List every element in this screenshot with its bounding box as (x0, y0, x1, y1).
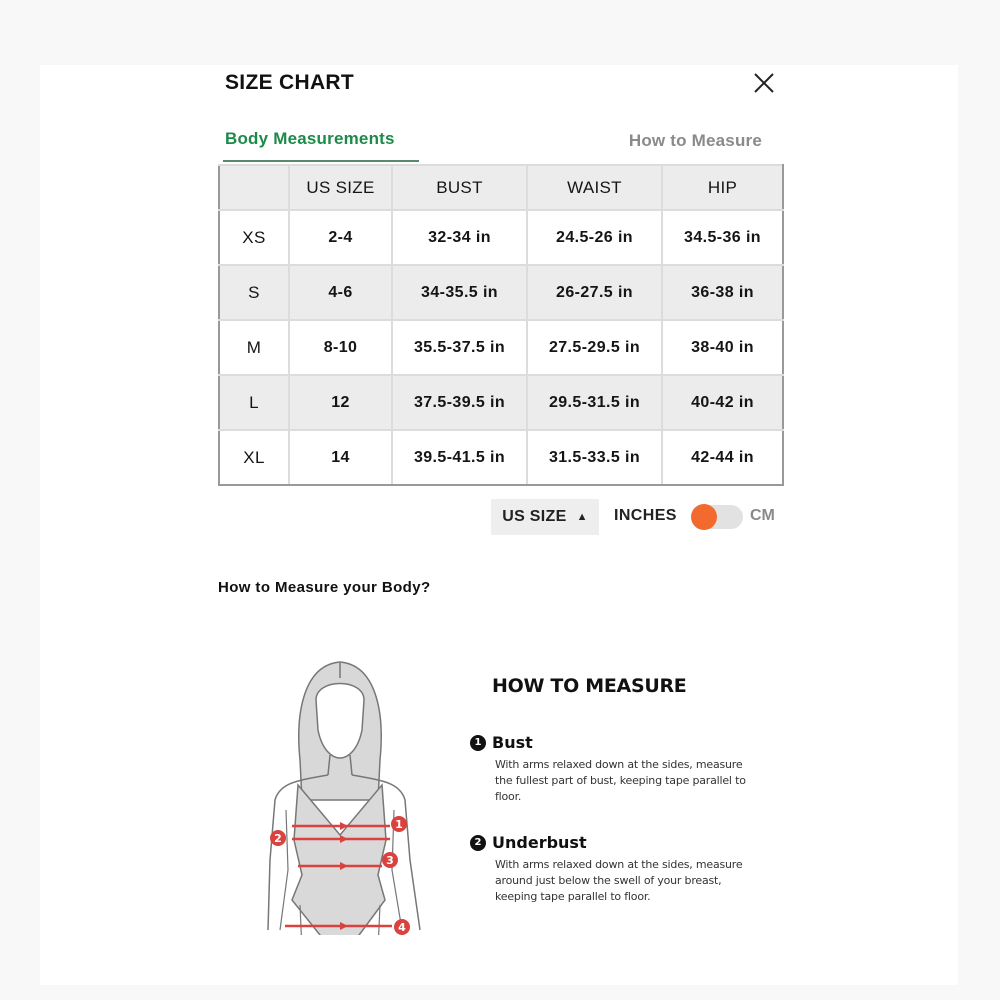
cell-size: L (219, 375, 289, 430)
size-table (218, 164, 784, 486)
size-system-label: US SIZE (502, 508, 567, 525)
header-waist: WAIST (527, 165, 662, 210)
measure-guide (470, 675, 760, 952)
cell-us-size: 14 (289, 430, 392, 485)
cell-bust: 39.5-41.5 in (392, 430, 527, 485)
cell-size: XS (219, 210, 289, 265)
tab-how-to-measure[interactable]: How to Measure (628, 131, 762, 150)
step-title: Bust (492, 733, 533, 752)
step-underbust (470, 833, 760, 905)
cell-us-size: 2-4 (289, 210, 392, 265)
cell-us-size: 8-10 (289, 320, 392, 375)
inches-label: INCHES (614, 507, 677, 524)
size-chart-modal (40, 65, 958, 985)
measure-section-heading: How to Measure your Body? (218, 579, 431, 596)
close-button[interactable] (752, 71, 776, 95)
step-title: Underbust (492, 833, 587, 852)
number-1-icon: 1 (470, 735, 486, 751)
cm-label: CM (750, 507, 775, 524)
table-row (219, 210, 783, 265)
table-row (219, 430, 783, 485)
marker-2: 2 (274, 832, 282, 845)
tab-body-measurements[interactable]: Body Measurements (225, 129, 395, 148)
cell-hip: 40-42 in (662, 375, 783, 430)
unit-toggle[interactable] (691, 505, 743, 529)
cell-size: S (219, 265, 289, 320)
cell-hip: 38-40 in (662, 320, 783, 375)
cell-waist: 27.5-29.5 in (527, 320, 662, 375)
cell-size: M (219, 320, 289, 375)
cell-hip: 42-44 in (662, 430, 783, 485)
table-header-row (219, 165, 783, 210)
cell-bust: 34-35.5 in (392, 265, 527, 320)
cell-hip: 34.5-36 in (662, 210, 783, 265)
modal-title: SIZE CHART (225, 71, 354, 94)
content-clip (40, 935, 958, 985)
cell-bust: 35.5-37.5 in (392, 320, 527, 375)
close-icon (752, 71, 776, 95)
cell-waist: 26-27.5 in (527, 265, 662, 320)
cell-waist: 24.5-26 in (527, 210, 662, 265)
table-row (219, 320, 783, 375)
header-hip: HIP (662, 165, 783, 210)
step-bust (470, 733, 760, 805)
number-2-icon: 2 (470, 835, 486, 851)
cell-us-size: 12 (289, 375, 392, 430)
cell-bust: 32-34 in (392, 210, 527, 265)
guide-title: HOW TO MEASURE (492, 675, 687, 697)
cell-waist: 29.5-31.5 in (527, 375, 662, 430)
cell-hip: 36-38 in (662, 265, 783, 320)
toggle-knob (691, 504, 717, 530)
body-measurement-illustration (240, 650, 460, 940)
cell-waist: 31.5-33.5 in (527, 430, 662, 485)
marker-4: 4 (398, 921, 406, 934)
header-bust: BUST (392, 165, 527, 210)
table-row (219, 265, 783, 320)
step-description: With arms relaxed down at the sides, measure around just below the swell of your breast, keeping tape parallel to floor. (495, 858, 743, 903)
header-us-size: US SIZE (289, 165, 392, 210)
cell-us-size: 4-6 (289, 265, 392, 320)
active-tab-indicator (223, 160, 419, 162)
table-row (219, 375, 783, 430)
caret-up-icon: ▲ (576, 511, 588, 523)
body-figure-icon (240, 650, 460, 940)
marker-1: 1 (395, 818, 403, 831)
size-system-dropdown[interactable] (491, 499, 599, 535)
tab-bar (218, 125, 784, 163)
header-size (219, 165, 289, 210)
step-description: With arms relaxed down at the sides, measure the fullest part of bust, keeping tape parallel to floor. (495, 758, 746, 803)
cell-bust: 37.5-39.5 in (392, 375, 527, 430)
marker-3: 3 (386, 854, 394, 867)
cell-size: XL (219, 430, 289, 485)
